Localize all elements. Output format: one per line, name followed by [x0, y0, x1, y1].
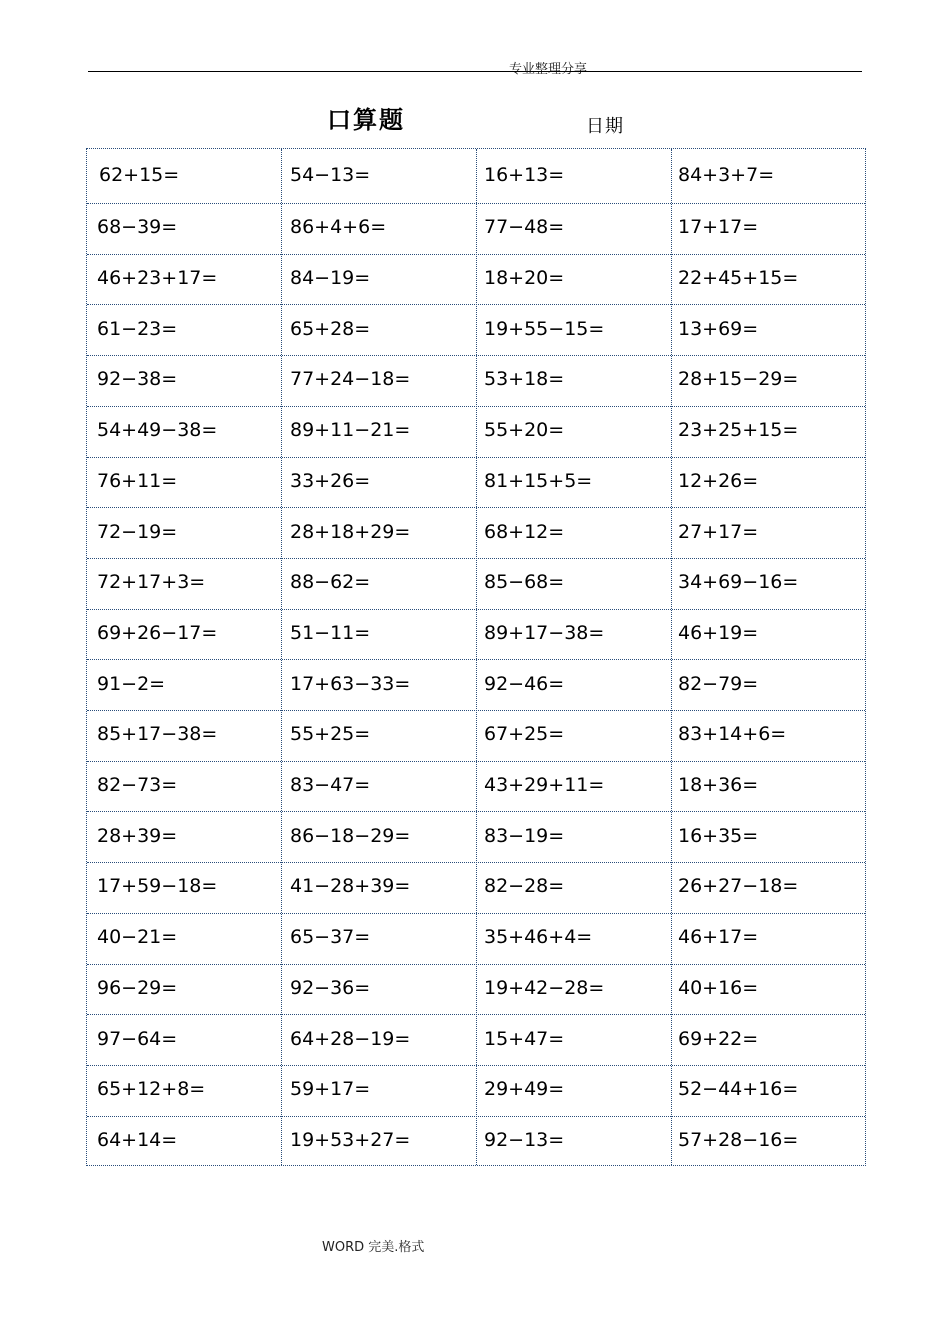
problem-cell: 40+16= — [678, 976, 759, 999]
page-title: 口算题 — [327, 105, 405, 134]
problem-cell: 89+11−21= — [290, 419, 411, 442]
problem-cell: 65+12+8= — [97, 1078, 206, 1101]
problem-cell: 83−47= — [290, 774, 371, 797]
problem-cell: 92−38= — [97, 368, 178, 391]
column-divider — [476, 149, 477, 1165]
problem-cell: 82−73= — [97, 774, 178, 797]
problem-cell: 41−28+39= — [290, 875, 411, 898]
problem-cell: 88−62= — [290, 571, 371, 594]
problem-cell: 96−29= — [97, 976, 178, 999]
problem-cell: 46+23+17= — [97, 267, 218, 290]
problem-cell: 92−13= — [484, 1128, 565, 1151]
row-divider — [87, 1014, 865, 1015]
problem-cell: 13+69= — [678, 317, 759, 340]
problem-cell: 65+28= — [290, 317, 371, 340]
problem-cell: 97−64= — [97, 1027, 178, 1050]
row-divider — [87, 659, 865, 660]
problem-cell: 92−46= — [484, 672, 565, 695]
problem-cell: 17+17= — [678, 216, 759, 239]
problem-cell: 43+29+11= — [484, 774, 605, 797]
problem-cell: 83+14+6= — [678, 723, 787, 746]
problem-cell: 81+15+5= — [484, 469, 593, 492]
problem-cell: 89+17−38= — [484, 621, 605, 644]
problem-cell: 27+17= — [678, 520, 759, 543]
problem-cell: 53+18= — [484, 368, 565, 391]
problem-cell: 84−19= — [290, 267, 371, 290]
problem-cell: 52−44+16= — [678, 1078, 799, 1101]
page-header-text: 专业整理分享 — [509, 62, 588, 77]
problem-cell: 33+26= — [290, 469, 371, 492]
row-divider — [87, 406, 865, 407]
problem-cell: 19+42−28= — [484, 976, 605, 999]
problem-cell: 54−13= — [290, 164, 371, 186]
problem-cell: 85−68= — [484, 571, 565, 594]
problem-cell: 19+55−15= — [484, 317, 605, 340]
row-divider — [87, 558, 865, 559]
problem-cell: 57+28−16= — [678, 1128, 799, 1151]
problem-cell: 67+25= — [484, 723, 565, 746]
problem-cell: 72−19= — [97, 520, 178, 543]
problem-cell: 18+36= — [678, 774, 759, 797]
problem-cell: 46+19= — [678, 621, 759, 644]
problem-cell: 69+22= — [678, 1027, 759, 1050]
problem-cell: 15+47= — [484, 1027, 565, 1050]
problem-cell: 68+12= — [484, 520, 565, 543]
problem-cell: 84+3+7= — [678, 164, 775, 186]
problem-cell: 34+69−16= — [678, 571, 799, 594]
problem-cell: 23+25+15= — [678, 419, 799, 442]
problem-cell: 82−28= — [484, 875, 565, 898]
problem-cell: 59+17= — [290, 1078, 371, 1101]
problem-cell: 17+59−18= — [97, 875, 218, 898]
problem-cell: 86−18−29= — [290, 824, 411, 847]
problem-cell: 35+46+4= — [484, 926, 593, 949]
problem-cell: 85+17−38= — [97, 723, 218, 746]
problem-cell: 82−79= — [678, 672, 759, 695]
problem-cell: 17+63−33= — [290, 672, 411, 695]
row-divider — [87, 710, 865, 711]
row-divider — [87, 964, 865, 965]
problem-cell: 54+49−38= — [97, 419, 218, 442]
problem-cell: 64+28−19= — [290, 1027, 411, 1050]
page-footer-text: WORD 完美.格式 — [322, 1240, 425, 1255]
problem-cell: 77+24−18= — [290, 368, 411, 391]
problem-cell: 61−23= — [97, 317, 178, 340]
row-divider — [87, 203, 865, 204]
header-divider — [88, 71, 862, 72]
problem-cell: 64+14= — [97, 1128, 178, 1151]
row-divider — [87, 1116, 865, 1117]
problem-cell: 86+4+6= — [290, 216, 387, 239]
row-divider — [87, 811, 865, 812]
problem-cell: 46+17= — [678, 926, 759, 949]
problem-cell: 91−2= — [97, 672, 166, 695]
row-divider — [87, 254, 865, 255]
problem-cell: 12+26= — [678, 469, 759, 492]
column-divider — [671, 149, 672, 1165]
problem-cell: 65−37= — [290, 926, 371, 949]
problem-cell: 76+11= — [97, 469, 178, 492]
problem-cell: 55+25= — [290, 723, 371, 746]
problem-cell: 55+20= — [484, 419, 565, 442]
row-divider — [87, 609, 865, 610]
problem-cell: 68−39= — [97, 216, 178, 239]
problem-cell: 77−48= — [484, 216, 565, 239]
problem-cell: 22+45+15= — [678, 267, 799, 290]
row-divider — [87, 457, 865, 458]
problem-cell: 62+15= — [99, 164, 180, 186]
row-divider — [87, 761, 865, 762]
exercise-table — [86, 148, 866, 1166]
row-divider — [87, 304, 865, 305]
problem-cell: 51−11= — [290, 621, 371, 644]
problem-cell: 18+20= — [484, 267, 565, 290]
problem-cell: 28+18+29= — [290, 520, 411, 543]
row-divider — [87, 862, 865, 863]
problem-cell: 16+13= — [484, 164, 565, 186]
row-divider — [87, 913, 865, 914]
problem-cell: 19+53+27= — [290, 1128, 411, 1151]
problem-cell: 72+17+3= — [97, 571, 206, 594]
problem-cell: 40−21= — [97, 926, 178, 949]
problem-cell: 28+39= — [97, 824, 178, 847]
row-divider — [87, 507, 865, 508]
problem-cell: 69+26−17= — [97, 621, 218, 644]
problem-cell: 26+27−18= — [678, 875, 799, 898]
problem-cell: 92−36= — [290, 976, 371, 999]
row-divider — [87, 355, 865, 356]
date-label: 日期 — [586, 116, 624, 137]
column-divider — [281, 149, 282, 1165]
problem-cell: 29+49= — [484, 1078, 565, 1101]
problem-cell: 83−19= — [484, 824, 565, 847]
row-divider — [87, 1065, 865, 1066]
problem-cell: 28+15−29= — [678, 368, 799, 391]
problem-cell: 16+35= — [678, 824, 759, 847]
